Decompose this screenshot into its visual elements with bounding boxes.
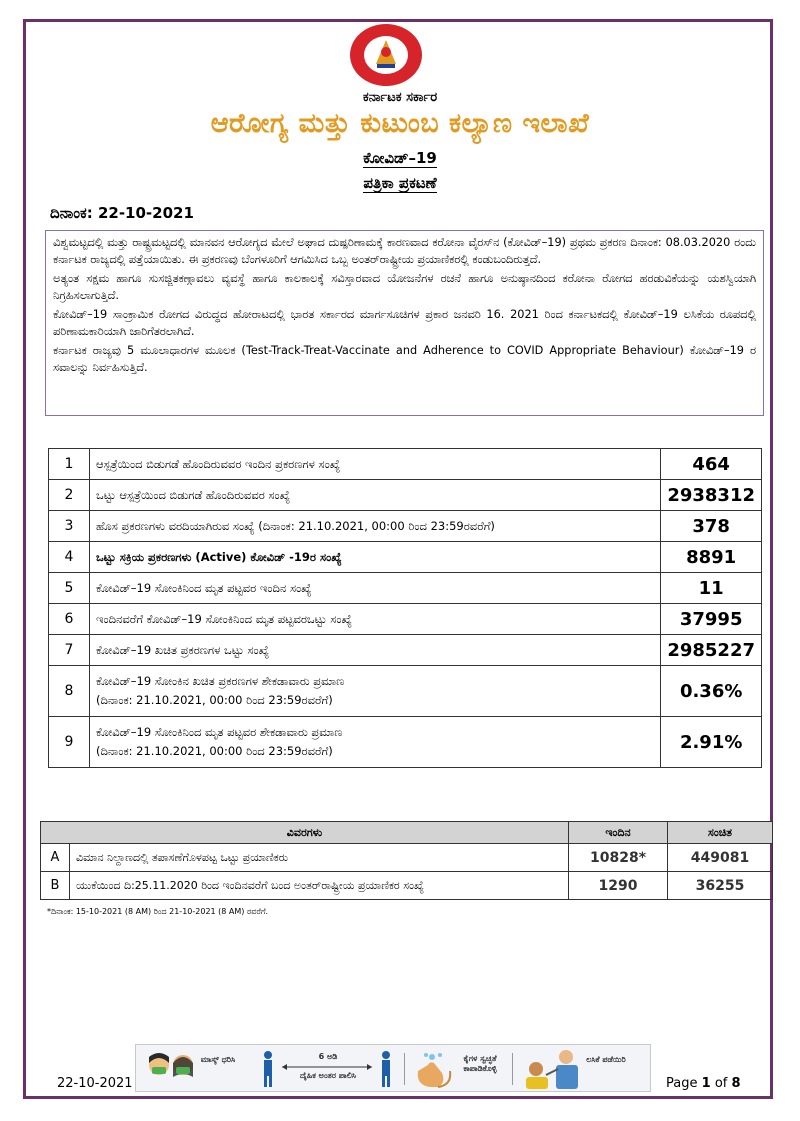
mask-text: ಮಾಸ್ಕ್ ಧರಿಸಿ	[200, 1055, 236, 1064]
release-date: ದಿನಾಂಕ: 22-10-2021	[50, 204, 194, 222]
intro-paragraph: ಕರ್ನಾಟಕ ರಾಜ್ಯವು 5 ಮೂಲಾಧಾರಗಳ ಮೂಲಕ (Test-Track-Treat-Vaccinate and Adherence to COVID Appropriate Behaviour) ಕೋವಿಡ್–19 ರ ಸವಾಲನ್ನು ನಿರ್ವಹಿಸುತ್ತಿದೆ.	[53, 344, 756, 374]
table-row	[49, 666, 762, 717]
row-label: ಕೋವಿಡ್–19 ಸೋಂಕಿನಿಂದ ಮೃತ ಪಟ್ಟವರ ಇಂದಿನ ಸಂಖ್ಯೆ	[90, 573, 661, 604]
row-label: ಯುಕೆಯಿಂದ ದಿ:25.11.2020 ರಿಂದ ಇಂದಿನವರೆಗೆ ಬಂದ ಅಂತರ್‌ರಾಷ್ಟ್ರೀಯ ಪ್ರಯಾಣಿಕರ ಸಂಖ್ಯೆ	[70, 872, 569, 900]
row-value: 2.91%	[661, 717, 762, 768]
department-title: ಆರೋಗ್ಯ ಮತ್ತು ಕುಟುಂಬ ಕಲ್ಯಾಣ ಇಲಾಖೆ	[210, 108, 590, 139]
table-row	[49, 717, 762, 768]
row-number: 6	[49, 604, 90, 635]
table-row	[49, 542, 762, 573]
row-number: 9	[49, 717, 90, 768]
row-number: 1	[49, 449, 90, 480]
row-label: ಕೋವಿಡ್–19 ಸೋಂಕಿನ ಖಚಿತ ಪ್ರಕರಣಗಳ ಶೇಕಡಾವಾರು ಪ್ರಮಾಣ (ದಿನಾಂಕ: 21.10.2021, 00:00 ರಿಂದ 23:59ರವರೆಗೆ)	[90, 666, 661, 717]
row-number: 8	[49, 666, 90, 717]
traveller-table	[40, 821, 773, 900]
row-value: 11	[661, 573, 762, 604]
row-label: ಕೋವಿಡ್–19 ಖಚಿತ ಪ್ರಕರಣಗಳ ಒಟ್ಟು ಸಂಖ್ಯೆ	[90, 635, 661, 666]
row-number: 2	[49, 480, 90, 511]
row-value: 8891	[661, 542, 762, 573]
column-header-today: ಇಂದಿನ	[569, 822, 668, 844]
row-letter: B	[41, 872, 70, 900]
row-label: ಆಸ್ಪತ್ರೆಯಿಂದ ಬಿಡುಗಡೆ ಹೊಂದಿರುವವರ ಇಂದಿನ ಪ್ರಕರಣಗಳ ಸಂಖ್ಯೆ	[90, 449, 661, 480]
row-cumulative: 449081	[668, 844, 773, 872]
vaccination-icon	[520, 1047, 588, 1091]
table-row	[49, 635, 762, 666]
row-value: 37995	[661, 604, 762, 635]
row-label: ಕೋವಿಡ್–19 ಸೋಂಕಿನಿಂದ ಮೃತ ಪಟ್ಟವರ ಶೇಕಡಾವಾರು ಪ್ರಮಾಣ (ದಿನಾಂಕ: 21.10.2021, 00:00 ರಿಂದ 23:59ರವರೆಗೆ)	[90, 717, 661, 768]
footer-date: 22-10-2021	[57, 1076, 133, 1091]
table-row	[41, 872, 773, 900]
row-cumulative: 36255	[668, 872, 773, 900]
intro-box	[45, 230, 764, 416]
row-label: ಒಟ್ಟು ಆಸ್ಪತ್ರೆಯಿಂದ ಬಿಡುಗಡೆ ಹೊಂದಿರುವವರ ಸಂಖ್ಯೆ	[90, 480, 661, 511]
table-header-row	[41, 822, 773, 844]
row-number: 5	[49, 573, 90, 604]
table-row	[49, 480, 762, 511]
row-value: 0.36%	[661, 666, 762, 717]
distance-text: ದೈಹಿಕ ಅಂತರ ಪಾಲಿಸಿ	[299, 1071, 357, 1080]
vaccine-text: ಲಸಿಕೆ ಪಡೆಯಿರಿ	[586, 1055, 626, 1064]
row-value: 378	[661, 511, 762, 542]
row-label: ಇಂದಿನವರೆಗೆ ಕೋವಿಡ್–19 ಸೋಂಕಿನಿಂದ ಮೃತ ಪಟ್ಟವರಒಟ್ಟು ಸಂಖ್ಯೆ	[90, 604, 661, 635]
row-letter: A	[41, 844, 70, 872]
row-number: 7	[49, 635, 90, 666]
intro-paragraph: ಕೋವಿಡ್–19 ಸಾಂಕ್ರಾಮಿಕ ರೋಗದ ವಿರುದ್ಧದ ಹೋರಾಟದಲ್ಲಿ ಭಾರತ ಸರ್ಕಾರದ ಮಾರ್ಗಸೂಚಿಗಳ ಪ್ರಕಾರ ಜನವರಿ 16. 2021 ರಿಂದ ಕರ್ನಾಟಕದಲ್ಲಿ ಕೋವಿಡ್–19 ಲಸಿಕೆಯ ರೂಪದಲ್ಲಿ ಪರಿಣಾಮಕಾರಿಯಾಗಿ ಜಾರಿಗೆತರಲಾಗಿದೆ.	[53, 308, 756, 338]
row-value: 2938312	[661, 480, 762, 511]
covid-stats-table	[48, 448, 762, 768]
page-indicator: Page 1 of 8	[666, 1076, 741, 1091]
hand-wash-icon	[412, 1049, 456, 1089]
covid-appropriate-behaviour-banner	[135, 1044, 651, 1092]
table-row	[49, 573, 762, 604]
row-label: ವಿಮಾನ ನಿಲ್ದಾಣದಲ್ಲಿ ತಪಾಸಣೆಗೊಳಪಟ್ಟ ಒಟ್ಟು ಪ್ರಯಾಣಿಕರು	[70, 844, 569, 872]
row-label: ಹೊಸ ಪ್ರಕರಣಗಳು ವರದಿಯಾಗಿರುವ ಸಂಖ್ಯೆ (ದಿನಾಂಕ: 21.10.2021, 00:00 ರಿಂದ 23:59ರವರೆಗೆ)	[90, 511, 661, 542]
table-row	[49, 604, 762, 635]
footnote: *ದಿನಾಂಕ: 15-10-2021 (8 AM) ರಿಂದ 21-10-2021 (8 AM) ರವರೆಗೆ.	[47, 907, 269, 916]
row-number: 3	[49, 511, 90, 542]
distance-value: 6 ಅಡಿ	[318, 1052, 338, 1061]
row-today: 10828*	[569, 844, 668, 872]
column-header-details: ವಿವರಗಳು	[41, 822, 569, 844]
divider	[404, 1053, 405, 1085]
column-header-cumulative: ಸಂಚಿತ	[668, 822, 773, 844]
intro-paragraph: ಅತ್ಯಂತ ಸಕ್ಷಮ ಹಾಗೂ ಸುಸಜ್ಜಿತಕಣ್ಗಾವಲು ವ್ಯವಸ್ಥೆ ಹಾಗೂ ಕಾಲಕಾಲಕ್ಕೆ ಸವಿಸ್ತಾರವಾದ ಯೋಜನೆಗಳ ರಚನೆ ಹಾಗೂ ಅನುಷ್ಠಾನದಿಂದ ಕರೋನಾ ರೋಗದ ಹರಡುವಿಕೆಯನ್ನು ಯಶಸ್ವಿಯಾಗಿ ನಿಗ್ರಹಿಸಲಾಗುತ್ತಿದೆ.	[53, 272, 756, 302]
karnataka-emblem-icon	[346, 22, 426, 88]
government-name: ಕರ್ನಾಟಕ ಸರ್ಕಾರ	[362, 90, 438, 105]
covid-heading: ಕೋವಿಡ್–19	[363, 149, 437, 167]
table-row	[49, 511, 762, 542]
row-today: 1290	[569, 872, 668, 900]
divider	[512, 1053, 513, 1085]
table-row	[41, 844, 773, 872]
table-row	[49, 449, 762, 480]
row-number: 4	[49, 542, 90, 573]
intro-paragraph: ವಿಶ್ವಮಟ್ಟದಲ್ಲಿ ಮತ್ತು ರಾಷ್ಟ್ರಮಟ್ಟದಲ್ಲಿ ಮಾನವನ ಆರೋಗ್ಯದ ಮೇಲೆ ಅಘಾದ ದುಷ್ಪರಿಣಾಮಕ್ಕೆ ಕಾರಣವಾದ ಕರೋನಾ ವೈರಸ್‌ನ (ಕೋವಿಡ್–19) ಪ್ರಥಮ ಪ್ರಕರಣ ದಿನಾಂಕ: 08.03.2020 ರಂದು ಕರ್ನಾಟಕ ರಾಜ್ಯದಲ್ಲಿ ಪತ್ತೆಯಾಯಿತು. ಈ ಪ್ರಕರಣವು ಬೆಂಗಳೂರಿಗೆ ಆಗಮಿಸಿದ ಒಬ್ಬ ಅಂತರ್‌ರಾಷ್ಟ್ರೀಯ ಪ್ರಯಾಣಿಕರಲ್ಲಿ ಕಂಡುಬಂದಿರುತ್ತದೆ.	[53, 236, 756, 266]
row-value: 464	[661, 449, 762, 480]
press-release-heading: ಪತ್ರಿಕಾ ಪ್ರಕಟಣೆ	[363, 174, 437, 192]
mask-people-icon	[146, 1051, 196, 1087]
hand-hygiene-text: ಕೈಗಳ ಸ್ವಚ್ಛತೆ ಕಾಪಾಡಿಕೊಳ್ಳಿ	[463, 1054, 497, 1073]
row-value: 2985227	[661, 635, 762, 666]
row-label: ಒಟ್ಟು ಸಕ್ರಿಯ ಪ್ರಕರಣಗಳು (Active) ಕೋವಿಡ್ -19ರ ಸಂಖ್ಯೆ	[90, 542, 661, 573]
